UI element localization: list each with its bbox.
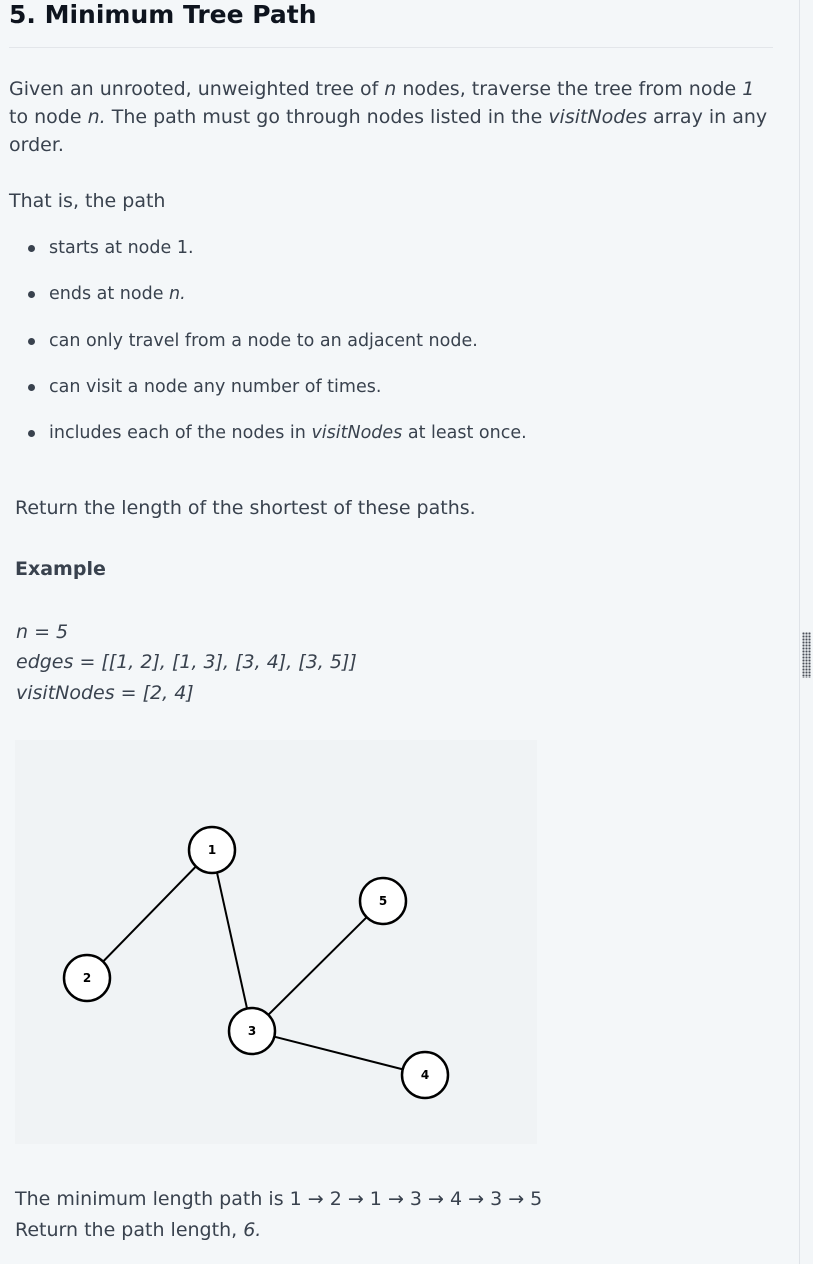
node-3 (229, 1008, 275, 1054)
edge-1-2 (87, 850, 212, 978)
edge-3-5 (252, 901, 383, 1031)
node-5 (360, 878, 406, 924)
node-2 (64, 955, 110, 1001)
bullet-text: can only travel from a node to an adjacent node. (49, 331, 478, 351)
example-n: n = 5 (16, 621, 69, 643)
bullet-ends (49, 283, 186, 305)
problem-intro (9, 75, 779, 159)
bullet-starts (49, 237, 194, 259)
node-label: 4 (420, 1068, 430, 1082)
edge-3-4 (252, 1031, 425, 1075)
tree-svg (15, 740, 537, 1144)
intro-n2: n. (87, 106, 106, 128)
result-length (15, 1216, 261, 1244)
intro-text-5: array in any order. (9, 106, 768, 156)
result-length-prefix: Return the path length, (15, 1219, 244, 1241)
problem-title: 5. Minimum Tree Path (9, 0, 317, 29)
bullet-text: includes each of the nodes in (49, 423, 312, 443)
title-divider (9, 47, 773, 48)
node-4 (402, 1052, 448, 1098)
intro-one: 1 (742, 78, 755, 100)
bullet-em: n. (169, 284, 186, 304)
bullet-includes (49, 422, 527, 444)
node-label: 1 (207, 843, 217, 857)
intro-text-3: to node (9, 106, 88, 128)
bullet-text: ends at node (49, 284, 170, 304)
node-label: 5 (378, 894, 388, 908)
bullet-text: starts at node 1. (49, 238, 194, 258)
result-path: The minimum length path is 1 → 2 → 1 → 3 → 4 → 3 → 5 (15, 1188, 543, 1210)
panel-resize-handle[interactable] (802, 632, 811, 678)
bullet-adjacent (49, 330, 478, 352)
edge-1-3 (212, 850, 252, 1031)
bullet-tail: at least once. (402, 423, 527, 443)
bullet-em: visitNodes (311, 423, 403, 443)
intro-text-1: Given an unrooted, unweighted tree of (9, 78, 385, 100)
example-visitnodes: visitNodes = [2, 4] (16, 682, 194, 704)
example-heading: Example (15, 558, 106, 580)
example-edges: edges = [[1, 2], [1, 3], [3, 4], [3, 5]] (16, 651, 357, 673)
bullet-text: can visit a node any number of times. (49, 377, 382, 397)
tree-diagram (15, 740, 537, 1144)
bullet-any-times (49, 376, 381, 398)
intro-visitnodes: visitNodes (548, 106, 647, 128)
return-text: Return the length of the shortest of these paths. (15, 497, 476, 519)
intro-text-4: The path must go through nodes listed in the (105, 106, 549, 128)
that-is-text: That is, the path (9, 190, 166, 212)
node-label: 2 (82, 971, 92, 985)
node-1 (189, 827, 235, 873)
intro-text-2: nodes, traverse the tree from node (396, 78, 743, 100)
intro-n: n (384, 78, 397, 100)
node-label: 3 (247, 1024, 257, 1038)
result-length-value: 6. (243, 1219, 262, 1241)
